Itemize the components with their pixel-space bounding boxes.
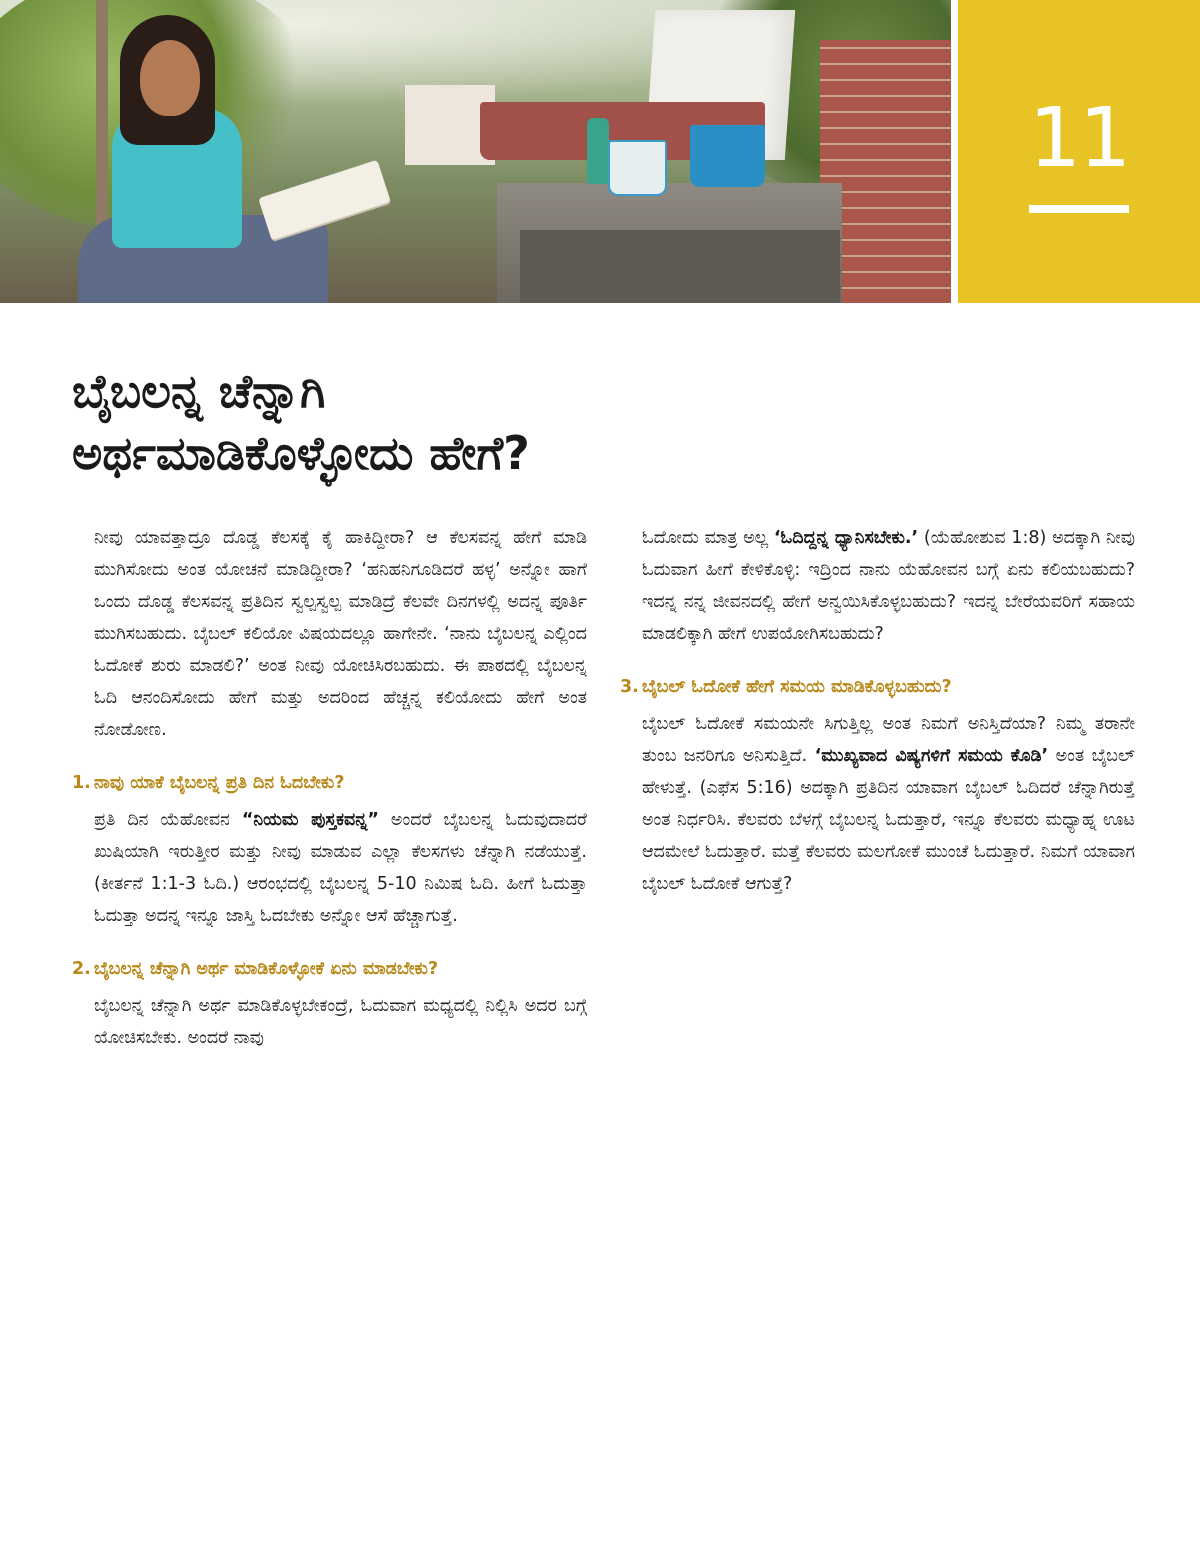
section-3-question-text: ಬೈಬಲ್ ಓದೋಕೆ ಹೇಗೆ ಸಮಯ ಮಾಡಿಕೊಳ್ಳಬಹುದು? [642,677,952,697]
section-3-emphasis: ‘ಮುಖ್ಯವಾದ ವಿಷ್ಯಗಳಿಗೆ ಸಮಯ ಕೊಡಿ’ [814,746,1049,766]
section-2-paragraph-part-2: ಓದೋದು ಮಾತ್ರ ಅಲ್ಲ ‘ಓದಿದ್ದನ್ನ ಧ್ಯಾನಿಸಬೇಕು.’ (ಯೆಹೋಶುವ 1:8) ಅದಕ್ಕಾಗಿ ನೀವು ಓದುವಾಗ ಹೀಗೆ ಕೇಳಿಕೊಳ್ಳಿ: ಇದ್ರಿಂದ ನಾನು ಯೆಹೋವನ ಬಗ್ಗೆ ಏನು ಕಲಿಯಬಹುದು? ಇದನ್ನ ನನ್ನ ಜೀವನದಲ್ಲಿ ಹೇಗೆ ಅನ್ವಯಿಸಿಕೊಳ್ಳಬಹುದು? ಇದನ್ನ ಬೇರೆಯವರಿಗೆ ಸಹಾಯ ಮಾಡಲಿಕ್ಕಾಗಿ ಹೇಗೆ ಉಪಯೋಗಿಸಬಹುದು? [642,528,1135,644]
section-1-question-text: ನಾವು ಯಾಕೆ ಬೈಬಲನ್ನ ಪ್ರತಿ ದಿನ ಓದಬೇಕು? [94,773,345,793]
lesson-number-box [958,0,1200,303]
lesson-number-underline [1029,205,1129,213]
hero-photo [0,0,951,303]
page-title [72,360,1072,484]
section-1-paragraph: ಪ್ರತಿ ದಿನ ಯೆಹೋವನ “ನಿಯಮ ಪುಸ್ತಕವನ್ನ” ಅಂದರೆ ಬೈಬಲನ್ನ ಓದುವುದಾದರೆ ಖುಷಿಯಾಗಿ ಇರುತ್ತೀರ ಮತ್ತು ನೀವು ಮಾಡುವ ಎಲ್ಲಾ ಕೆಲಸಗಳು ಚೆನ್ನಾಗಿ ನಡೆಯುತ್ತೆ. (ಕೀರ್ತನೆ 1:1-3 ಓದಿ.) ಆರಂಭದಲ್ಲಿ ಬೈಬಲನ್ನ 5-10 ನಿಮಿಷ ಓದಿ. ಹೀಗೆ ಓದುತ್ತಾ ಓದುತ್ತಾ ಅದನ್ನ ಇನ್ನೂ ಜಾಸ್ತಿ ಓದಬೇಕು ಅನ್ನೋ ಆಸೆ ಹೆಚ್ಚಾಗುತ್ತೆ. [94,810,587,926]
section-1-question [72,768,587,798]
section-2-question-text: ಬೈಬಲನ್ನ ಚೆನ್ನಾಗಿ ಅರ್ಥ ಮಾಡಿಕೊಳ್ಳೋಕೆ ಏನು ಮಾಡಬೇಕು? [94,959,439,979]
page-title-line-2: ಅರ್ಥಮಾಡಿಕೊಳ್ಳೋದು ಹೇಗೆ? [72,426,530,480]
section-1-emphasis: “ನಿಯಮ ಪುಸ್ತಕವನ್ನ” [241,810,379,830]
intro-paragraph: ನೀವು ಯಾವತ್ತಾದ್ರೂ ದೊಡ್ಡ ಕೆಲಸಕ್ಕೆ ಕೈ ಹಾಕಿದ್ದೀರಾ? ಆ ಕೆಲಸವನ್ನ ಹೇಗೆ ಮಾಡಿ ಮುಗಿಸೋದು ಅಂತ ಯೋಚನೆ ಮಾಡಿದ್ದೀರಾ? ‘ಹನಿಹನಿಗೂಡಿದರೆ ಹಳ್ಳ’ ಅನ್ನೋ ಹಾಗೆ ಒಂದು ದೊಡ್ಡ ಕೆಲಸವನ್ನ ಪ್ರತಿದಿನ ಸ್ವಲ್ಪಸ್ವಲ್ಪ ಮಾಡಿದ್ರೆ ಕೆಲವೇ ದಿನಗಳಲ್ಲಿ ಅದನ್ನ ಪೂರ್ತಿ ಮುಗಿಸಬಹುದು. ಬೈಬಲ್ ಕಲಿಯೋ ವಿಷಯದಲ್ಲೂ ಹಾಗೇನೇ. ‘ನಾನು ಬೈಬಲನ್ನ ಎಲ್ಲಿಂದ ಓದೋಕೆ ಶುರು ಮಾಡಲಿ?’ ಅಂತ ನೀವು ಯೋಚಿಸಿರಬಹುದು. ಈ ಪಾಠದಲ್ಲಿ ಬೈಬಲನ್ನ ಓದಿ ಆನಂದಿಸೋದು ಹೇಗೆ ಮತ್ತು ಅದರಿಂದ ಹೆಚ್ಚನ್ನ ಕಲಿಯೋದು ಹೇಗೆ ಅಂತ ನೋಡೋಣ. [94,528,587,740]
page-title-line-1: ಬೈಬಲನ್ನ ಚೆನ್ನಾಗಿ [72,364,326,418]
left-column [72,522,587,1054]
right-column [620,522,1135,900]
section-2-paragraph-part-1: ಬೈಬಲನ್ನ ಚೆನ್ನಾಗಿ ಅರ್ಥ ಮಾಡಿಕೊಳ್ಳಬೇಕಂದ್ರೆ, ಓದುವಾಗ ಮಧ್ಯದಲ್ಲಿ ನಿಲ್ಲಿಸಿ ಅದರ ಬಗ್ಗೆ ಯೋಚಿಸಬೇಕು. ಅಂದರೆ ನಾವು [94,996,587,1048]
section-3-question [620,672,1135,702]
section-3-number: 3. [620,677,639,697]
section-3-paragraph: ಬೈಬಲ್ ಓದೋಕೆ ಸಮಯನೇ ಸಿಗುತ್ತಿಲ್ಲ ಅಂತ ನಿಮಗೆ ಅನಿಸ್ತಿದೆಯಾ? ನಿಮ್ಮ ತರಾನೇ ತುಂಬ ಜನರಿಗೂ ಅನಿಸುತ್ತಿದೆ. ‘ಮುಖ್ಯವಾದ ವಿಷ್ಯಗಳಿಗೆ ಸಮಯ ಕೊಡಿ’ ಅಂತ ಬೈಬಲ್ ಹೇಳುತ್ತೆ. (ಎಫೆಸ 5:16) ಅದಕ್ಕಾಗಿ ಪ್ರತಿದಿನ ಯಾವಾಗ ಬೈಬಲ್ ಓದಿದರೆ ಚೆನ್ನಾಗಿರುತ್ತೆ ಅಂತ ನಿರ್ಧರಿಸಿ. ಕೆಲವರು ಬೆಳಗ್ಗೆ ಬೈಬಲನ್ನ ಓದುತ್ತಾರೆ, ಇನ್ನೂ ಕೆಲವರು ಮಧ್ಯಾಹ್ನ ಊಟ ಆದಮೇಲೆ ಓದುತ್ತಾರೆ. ಮತ್ತೆ ಕೆಲವರು ಮಲಗೋಕೆ ಮುಂಚೆ ಓದುತ್ತಾರೆ. ನಿಮಗೆ ಯಾವಾಗ ಬೈಬಲ್ ಓದೋಕೆ ಆಗುತ್ತೆ? [642,714,1135,894]
section-1-number: 1. [72,773,91,793]
section-2-emphasis: ‘ಓದಿದ್ದನ್ನ ಧ್ಯಾನಿಸಬೇಕು.’ [773,528,919,548]
lesson-number: 11 [1028,91,1130,186]
section-2-number: 2. [72,959,91,979]
section-2-question [72,954,587,984]
